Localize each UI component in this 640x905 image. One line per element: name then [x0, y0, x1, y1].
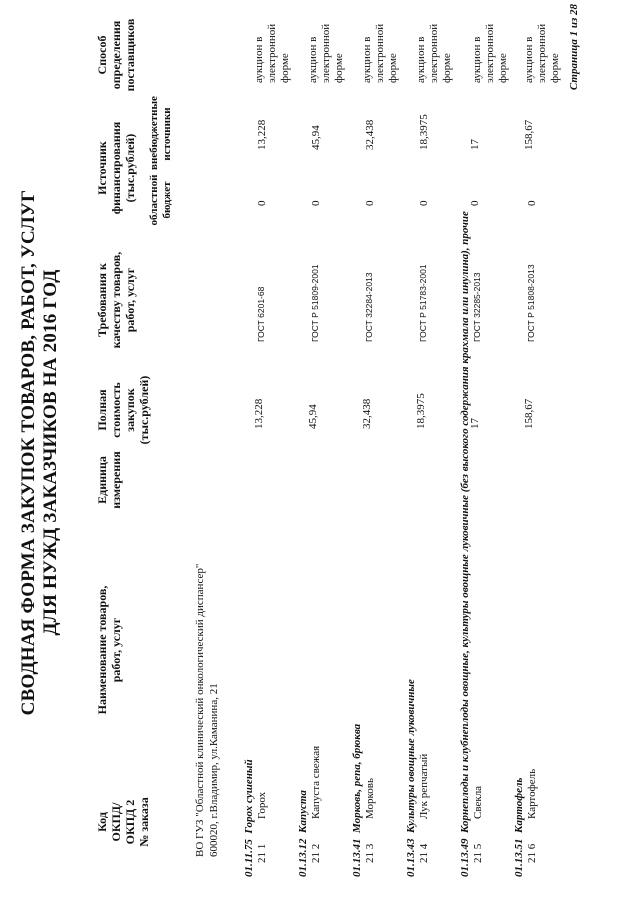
group-name: Культуры овощные луковичные — [405, 679, 417, 833]
row-quality-standard: ГОСТ Р 51808-2013 — [526, 264, 536, 342]
row-extrabudgetary: 158,67 — [523, 119, 535, 150]
row-number: 21 6 — [526, 843, 538, 863]
header-unit: Единица измерения — [95, 451, 123, 509]
row-procurement-method: аукцион в электронной форме — [471, 23, 509, 83]
row-regional-budget: 0 — [526, 200, 538, 206]
row-procurement-method: аукцион в электронной форме — [361, 23, 399, 83]
group-name: Картофель — [513, 777, 525, 833]
row-item-name: Лук репчатый — [418, 753, 430, 819]
row-procurement-method: аукцион в электронной форме — [307, 23, 345, 83]
header-requirements: Требования к качеству товаров, работ, услуг — [95, 251, 137, 349]
row-full-cost: 158,67 — [523, 398, 535, 429]
row-extrabudgetary: 45,94 — [310, 125, 322, 150]
row-full-cost: 13,228 — [253, 398, 265, 429]
row-item-name: Капуста свежая — [310, 745, 322, 819]
row-number: 21 1 — [256, 843, 268, 863]
row-number: 21 2 — [310, 843, 322, 863]
header-funding-source: Источник финансирования (тыс.рублей) — [95, 121, 137, 215]
row-full-cost: 32,438 — [361, 398, 373, 429]
group-heading — [405, 0, 418, 877]
row-extrabudgetary: 13,228 — [256, 119, 268, 150]
group-name: Горох сушеный — [243, 759, 255, 834]
header-procurement-method: Способ определения поставщиков — [95, 18, 137, 92]
group-code: 01.11.75 — [243, 839, 255, 877]
row-full-cost: 18,3975 — [415, 393, 427, 429]
group-code: 01.13.41 — [351, 838, 363, 877]
row-extrabudgetary: 17 — [469, 139, 481, 150]
row-item-name: Картофель — [526, 768, 538, 819]
row-number: 21 4 — [418, 843, 430, 863]
group-heading — [297, 0, 310, 877]
row-number: 21 5 — [472, 843, 484, 863]
row-regional-budget: 0 — [364, 200, 376, 206]
row-quality-standard: ГОСТ Р 51783-2001 — [418, 264, 428, 342]
group-heading — [351, 0, 364, 877]
row-extrabudgetary: 18,3975 — [418, 114, 430, 150]
row-quality-standard: ГОСТ 32285-2013 — [472, 272, 482, 342]
page-number: Страница 1 из 28 — [568, 4, 580, 91]
group-code: 01.13.12 — [297, 838, 309, 877]
header-full-cost: Полная стоимость закупок (тыс.рублей) — [95, 375, 151, 445]
row-quality-standard: ГОСТ Р 51809-2001 — [310, 264, 320, 342]
group-code: 01.13.51 — [513, 838, 525, 877]
row-procurement-method: аукцион в электронной форме — [415, 23, 453, 83]
row-full-cost: 17 — [469, 418, 481, 429]
row-extrabudgetary: 32,438 — [364, 119, 376, 150]
header-extrabudgetary: внебюджетные источники — [148, 96, 173, 170]
group-code: 01.13.43 — [405, 838, 417, 877]
row-procurement-method: аукцион в электронной форме — [253, 23, 291, 83]
group-heading — [243, 0, 256, 877]
row-item-name: Свекла — [472, 785, 484, 819]
row-quality-standard: ГОСТ 6201-68 — [256, 286, 266, 342]
group-name: Капуста — [297, 790, 309, 833]
customer-name: ВО ГУЗ "Областной клинический онкологический диспансер" — [194, 563, 206, 857]
customer-address: 600020, г.Владимир, ул.Каманина, 21 — [208, 683, 220, 857]
row-procurement-method: аукцион в электронной форме — [523, 23, 561, 83]
group-name: Морковь, репа, брюква — [351, 723, 363, 833]
title-line-1: СВОДНАЯ ФОРМА ЗАКУПОК ТОВАРОВ, РАБОТ, УСЛУГ — [18, 189, 39, 716]
row-regional-budget: 0 — [469, 200, 481, 206]
row-regional-budget: 0 — [310, 200, 322, 206]
group-name: Корнеплоды и клубнеплоды овощные, культуры овощные луковичные (без высокого содержания крахмала или инулина), прочие — [459, 211, 471, 833]
title-line-2: ДЛЯ НУЖД ЗАКАЗЧИКОВ НА 2016 ГОД — [40, 269, 61, 636]
header-regional-budget: областной бюджет — [148, 174, 173, 226]
row-regional-budget: 0 — [256, 200, 268, 206]
group-code: 01.13.49 — [459, 838, 471, 877]
header-name: Наименование товаров, работ, услуг — [95, 585, 123, 715]
row-item-name: Горох — [256, 791, 268, 819]
row-quality-standard: ГОСТ 32284-2013 — [364, 272, 374, 342]
row-full-cost: 45,94 — [307, 404, 319, 429]
group-heading — [459, 0, 472, 877]
row-number: 21 3 — [364, 843, 376, 863]
row-regional-budget: 0 — [418, 200, 430, 206]
row-item-name: Морковь — [364, 777, 376, 819]
header-code: Код ОКПД/ ОКПД 2 № заказа — [95, 797, 151, 847]
